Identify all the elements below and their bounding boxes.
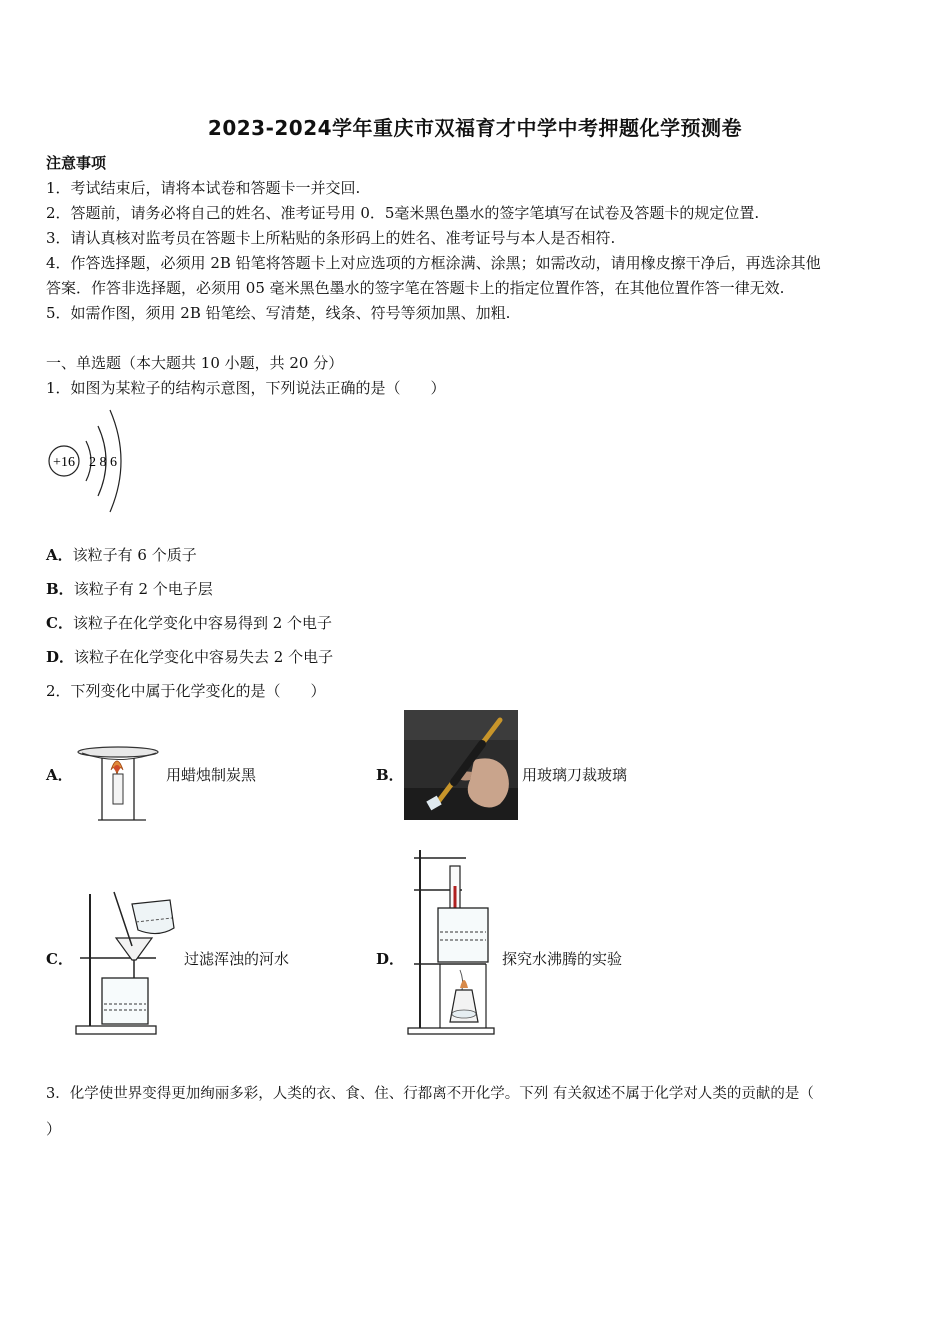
q1-option-d[interactable]: D．该粒子在化学变化中容易失去 2 个电子 (46, 648, 334, 666)
q2-option-c-label[interactable]: C． (46, 950, 73, 968)
question-2-stem: 2．下列变化中属于化学变化的是（ ） (46, 682, 326, 700)
q1-option-a[interactable]: A．该粒子有 6 个质子 (46, 546, 197, 564)
question-1-stem: 1．如图为某粒子的结构示意图，下列说法正确的是（ ） (46, 379, 446, 397)
q2-option-d-caption: 探究水沸腾的实验 (502, 950, 623, 968)
q2-option-a-caption: 用蜡烛制炭黑 (166, 766, 257, 784)
notice-item-5: 5．如需作图，须用 2B 铅笔绘、写清楚，线条、符号等须加黑、加粗. (46, 304, 511, 322)
q1-option-b[interactable]: B．该粒子有 2 个电子层 (46, 580, 213, 598)
section-heading: 一、单选题（本大题共 10 小题，共 20 分） (46, 354, 344, 372)
atom-structure-diagram (40, 400, 140, 520)
boiling-water-apparatus (406, 846, 498, 1036)
page-title: 2023-2024学年重庆市双福育才中学中考押题化学预测卷 (207, 116, 743, 140)
nucleus-charge: +16 (53, 455, 75, 470)
notice-item-3: 3．请认真核对监考员在答题卡上所粘贴的条形码上的姓名、准考证号与本人是否相符. (46, 229, 616, 247)
q2-option-c-caption: 过滤浑浊的河水 (184, 950, 290, 968)
notice-heading: 注意事项 (46, 154, 107, 172)
question-3-stem: 3．化学使世界变得更加绚丽多彩，人类的衣、食、住、行都离不开化学。下列 有关叙述不属于化学对人类的贡献的是（ (46, 1086, 814, 1102)
q2-option-b-caption: 用玻璃刀裁玻璃 (522, 766, 628, 784)
candle-soot-image (76, 744, 162, 824)
notice-item-4-cont: 答案．作答非选择题，必须用 05 毫米黑色墨水的签字笔在答题卡上的指定位置作答，在其他位置作答一律无效. (46, 279, 785, 297)
q1-option-c[interactable]: C．该粒子在化学变化中容易得到 2 个电子 (46, 614, 333, 632)
glass-cutter-photo (404, 710, 518, 820)
shell-electrons: 2 8 6 (89, 455, 117, 470)
q2-option-d-label[interactable]: D． (376, 950, 405, 968)
notice-item-2: 2．答题前，请务必将自己的姓名、准考证号用 0．5毫米黑色墨水的签字笔填写在试卷及答题卡的规定位置. (46, 204, 760, 222)
notice-item-4: 4．作答选择题，必须用 2B 铅笔将答题卡上对应选项的方框涂满、涂黑；如需改动，请用橡皮擦干净后，再选涂其他 (46, 254, 821, 272)
question-3-stem-cont: ） (46, 1120, 62, 1138)
q2-option-b-label[interactable]: B． (376, 766, 404, 784)
q2-option-a-label[interactable]: A． (46, 766, 73, 784)
notice-item-1: 1．考试结束后，请将本试卷和答题卡一并交回. (46, 179, 361, 197)
filtration-apparatus (72, 886, 184, 1036)
